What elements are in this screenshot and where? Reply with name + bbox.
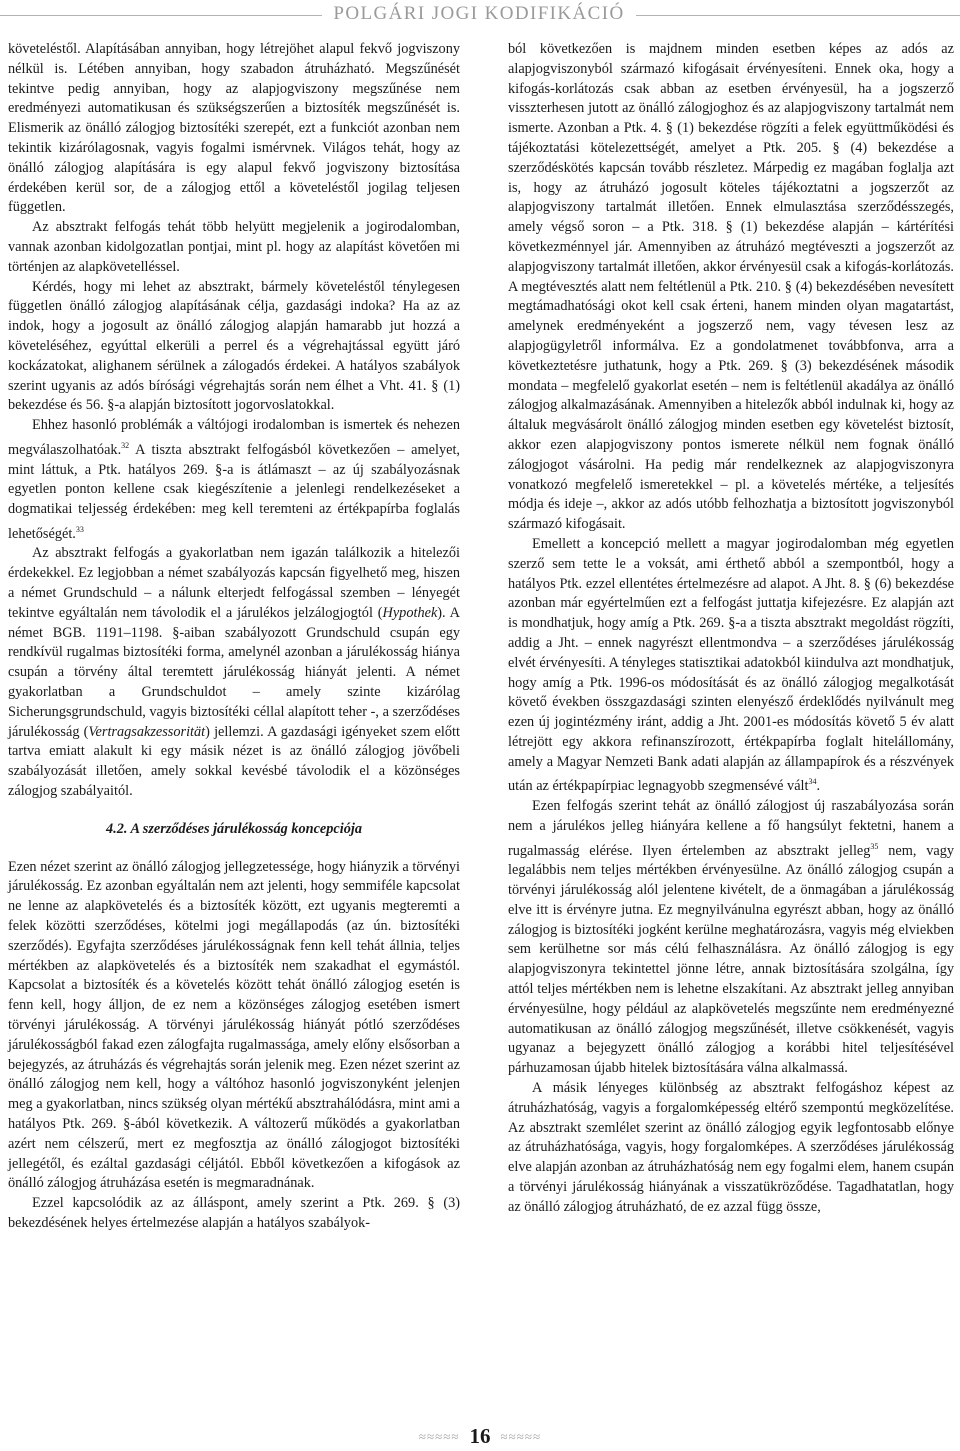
journal-title: POLGÁRI JOGI KODIFIKÁCIÓ (333, 3, 625, 24)
header-rule-right (636, 15, 960, 16)
footnote-ref-35: 35 (870, 841, 879, 851)
folio-ornament-left: ≈≈≈≈≈ (418, 1428, 460, 1444)
paragraph (508, 797, 954, 1079)
paragraph: A másik lényeges különbség az absztrakt felfogáshoz képest az átruházhatóság, vagyis a forgalomképesség eltérő szempontú megközelítése. Az absztrakt szemlélet szerint az önálló zálogjog egyik legfontosabb előnye az átruházhatósága, vagyis, hogy forgalomképes. A szerződéses járulékosság elve alapján azonban az átruházhatóság nem egy fogalmi elem, hanem csupán a törvényi járulékosság hiányának a visszatükröződése. Tagadhatatlan, hogy az önálló zálogjog átruházható, de ez azzal függ össze, (508, 1079, 954, 1215)
section-heading: 4.2. A szerződéses járulékosság koncepciója (105, 820, 363, 837)
footnote-ref-32: 32 (121, 440, 130, 450)
paragraph (8, 544, 460, 801)
paragraph-text: Ezen felfogás szerint tehát az önálló zálogjost új raszabályozása során nem a járulékos jelleg hiányára kellene a fő hangsúlyt fektetni, hanem a rugalmasság elérése. Ilyen értelemben az absztrakt jelleg (508, 798, 954, 859)
paragraph: Kérdés, hogy mi lehet az absztrakt, bármely követeléstől ténylegesen független önálló zálogjog alapításának célja, gazdasági indoka? Ha az az indok, hogy a jogosult az önálló zálogjog alapján hamarabb jut hozzá a követeléséhez, egyúttal elkerüli a perrel és a végrehajtással együtt járó kockázatokat, alighanem sérülnek a zálogadós érdekei. A hatályos szabályok szerint ugyanis az adós bírósági végrehajtás során nem élhet a Vht. 41. § (1) bekezdése és 56. §-a alapján biztosított jogorvoslatokkal. (8, 278, 460, 414)
paragraph-text: A tiszta absztrakt felfogásból következően – amelyet, mint láttuk, a Ptk. hatályos 269. §-a is átlámaszt – az új szabályozásnak egyetlen ponton kellene csak kiegészítenie a jelenlegi rendelkezéseket a dogmatikai teljesség érdekében: meg kell teremteni az értékpapírba foglalás lehetőségét. (8, 441, 460, 542)
right-column (508, 40, 954, 1218)
paragraph-text: Ehhez hasonló problémák a váltójogi irodalomban is ismertek és nehezen megválaszolhatóak. (8, 417, 460, 458)
italic-term: Hypothek (382, 604, 438, 621)
page-number: 16 (469, 1424, 491, 1448)
paragraph: Az absztrakt felfogás tehát több helyütt megjelenik a jogirodalomban, vannak azonban kidolgozatlan pontjai, mint pl. hogy az alapítást követően mi történjen az alapkövetelléssel. (8, 219, 460, 275)
footnote-ref-33: 33 (75, 524, 84, 534)
paragraph: Ezen nézet szerint az önálló zálogjog jellegzetessége, hogy hiányzik a törvényi járulékosság. Ez azonban egyáltalán nem azt jelenti, hogy semmiféle kapcsolat ne lenne az alapkövetelés és a biztosíték között, ezt ugyanis megteremti a felek közötti szerződéses, kötelmi jogi megállapodás (az ún. biztosítéki szerződés). Egyfajta szerződéses járulékosságnak fenn kell tehát állnia, teljes mértékben az alapkövetelés és a biztosíték nem szakadhat el egymástól. Kapcsolat a biztosíték és a követelés között tehát önálló zálogjog esetén is fenn kell, hogy álljon, de ez nem a közönséges zálogjog esetében ismert törvényi járulékosság. A törvényi járulékosság hiányát pótló szerződéses járulékosságból fakad ezen zálogfajta rugalmassága, amely előny elsősorban a bejegyzés, az átruházás és végrehajtás során jelenik meg. Ezen nézet szerint az önálló zálogjog nem kell, hogy a váltóhoz hasonló jogviszonyként jelenjen meg a gyakorlatban, nincs szükség olyan mértékű absztrahálódásra, mint ami a hatályos Ptk. 269. §-ából következik. A változerű működés a gyakorlatban azért nem célszerű, mert ez megfosztja az önálló zálogjogot biztosítéki jellegétől, és ezáltal gazdasági céljától. Ebből következően a kifogások az önálló zálogjog átruházása esetén is megmaradnának. (8, 858, 460, 1192)
paragraph-text: ) jellemzi. A gazdasági igényeket szem előtt tartva emiatt alakult ki egy másik nézet is az önálló zálogjog jövőbeli szabályozását illetően, amely sokkal kevésbé távolodik el a közönséges zálogjog szabályaitól. (8, 723, 460, 800)
paragraph-text: nem, vagy legalábbis nem teljes mértékben érvényesülne. Az önálló zálogjog csupán a törvényi járulékosság alól jelentene kivételt, de a önmagában a járulékosság elve itt is érvényre jutna. Ez megnyilvánulna egyrészt abban, hogy az önálló zálogjog is biztosítéki jogként kerülne meghatározásra, vagyis még elviekben sem kerülhetne sor más célú felhasználásra. Az önálló zálogjog is egy alapjogviszonyra tekintettel jönne létre, annak biztosítására szolgálna, így attól teljes mértékben nem is lehetne elszakítani. Az absztrakt jelleg annyiban érvényesülne, hogy például az alapkövetelés megszűnte nem eredményezné automatikusan az önálló zálogjog megszűnését, illetve csökkenését, vagyis ugyanaz a bejegyzett önálló zálogjog a korábbi hitel teljesítésével párhuzamosan újabb hitelek biztosítására válna alkalmassá. (508, 842, 954, 1077)
paragraph: Ezzel kapcsolódik az az álláspont, amely szerint a Ptk. 269. § (3) bekezdésének helyes értelmezése alapján a hatályos szabályok- (8, 1195, 460, 1231)
header-rule-left (0, 15, 322, 16)
paragraph-text: . (816, 778, 821, 795)
left-column (8, 40, 460, 1234)
paragraph-text: Emellett a koncepció mellett a magyar jogirodalomban még egyetlen szerző sem tette le a voksát, ami érthető abból a szempontból, hogy a hatályos Ptk. ezzel ellentétes értelmezésre ad alapot. A Jht. 8. § (6) bekezdése azonban már egyértelműen ezt a felfogást juttatja kifejezésre. Ez alapján azt is mondhatjuk, hogy amíg a Ptk. 269. §-a a tiszta absztrakt megoldást rögzíti, addig a Jht. – ennek nagyrészt ellentmondva – a szerződéses járulékosság elvét érvényesíti. A tényleges statisztikai adatokból kiindulva azt mondhatjuk, hogy amíg a Ptk. 1996-os módosítását és az önálló zálogjog megalkotását követő években összgazdasági szinten elenyésző érdeklődés nyilvánult meg ezen új jogintézmény iránt, addig a Jht. 2001-es módosítás követő 5 év alatt létrejött egy akkora refinanszírozott, értékpapírba foglalt hitelállomány, amely a Magyar Nemzeti Bank adati alapján az állampapírok és a részvények után az értékpapírpiac legnagyobb szegmensévé vált (508, 535, 954, 795)
paragraph: követeléstől. Alapításában annyiban, hogy létrejöhet alapul fekvő jogviszony nélkül is. Létében annyiban, hogy szabadon átruházható. Megszűnését tekintve pedig annyiban, hogy az alapjogviszony megszűnése nem eredményezi automatikusan és szükségszerűen a biztosíték megszűnését is. Elismerik az önálló zálogjog biztosítéki szerepét, ezt a funkciót azonban nem tekintik kizárólagosnak, vagyis fogalmi ismérvnek. Világos tehát, hogy az önálló zálogjog alapítására is egy alapul fekvő jogviszony biztosítása érdekében kerül sor, de a zálogjog ettől a követeléstől jogilag teljesen független. (8, 41, 460, 216)
paragraph: ból következően is majdnem minden esetben képes az adós az alapjogviszonyból származó kifogásait érvényesíteni. Ennek oka, hogy a kifogás-korlátozás csak abban az esetben érvényesül, ha a jogszerző visszterhesen jutott az önálló zálogjoghoz és az alapjogviszony tartalmát nem ismerte. Azonban a Ptk. 4. § (1) bekezdése rögzíti a felek együttműködési és tájékoztatási kötelezettségét, amelyet a Ptk. 205. § (4) bekezdése a szerződéskötés kapcsán tovább részletez. Márpedig ez magában foglalja azt is, hogy az átruházó jogosult köteles tájékoztatni a jogszerzőt az alapjogviszony tartalmát illetően. Ennek elmulasztása szerződésszegés, amely végső soron – a Ptk. 318. § (1) bekezdése alapján – kártérítési következménnyel jár. Amennyiben az átruházó megtéveszti a jogszerzőt az alapjogviszony tartalmát illetően, akkor érvényesül csak a kifogás-korlátozás. A megtévesztés alatt nem feltétlenül a Ptk. 210. § (4) bekezdésében nevesített megtámadhatósági okot kell csak érteni, hanem minden olyan magatartást, amelynek eredményeként a jogszerző nem, vagy tévesen lesz az alapjogügyletről informálva. Ez a gondolatmenet továbbfonva, arra a következtetésre juthatunk, hogy a Ptk. 269. § (3) bekezdésének második mondata – megfelelő gyakorlat esetén – nem is feltétlenül akadálya az önálló zálogjog alkalmazásának. Amennyiben a hitelezők abból indulnak ki, hogy az általuk megvásárolt önálló zálogjog minden esetben egy követelést biztosít, akkor ezen alapjogviszony pontos ismerete nélkül nem fognak önálló zálogjogot vásárolni. Ha pedig már rendelkeznek az alapjogviszonyra vonatkozó megfelelő ismeretekkel – pl. a követelés mértéke, a teljesítés módja és ideje –, akkor az adós utóbb felhozhatja a biztosított jogviszonyból származó kifogásait. (508, 41, 954, 533)
paragraph-text: Az absztrakt felfogás a gyakorlatban nem igazán találkozik a hitelezői érdekekkel. Ez legjobban a német szabályozás kapcsán figyelhető meg, hiszen a német Grundschuld – a nálunk elterjedt felfogással szemben – lényegét tekintve egyáltalán nem távolodik el a járulékos jelzálogjogtól ( (8, 545, 460, 621)
folio-ornament-right: ≈≈≈≈≈ (500, 1428, 542, 1444)
paragraph-text: ). A német BGB. 1191–1198. §-aiban szabályozott Grundschuld csupán egy rendkívül rugalmas biztosítéki forma, amelynél azonban a járulékosság hiánya csupán a törvény által teremtett járulékosság hiányát jelenti. A német gyakorlatban a Grundschuldot – amely szinte kizárólag Sicherungsgrundschuld, vagyis biztosítéki céllal alapított teher -, a szerződéses járulékosság ( (8, 604, 460, 740)
running-header (0, 0, 960, 30)
footnote-ref-34: 34 (808, 777, 817, 787)
paragraph (8, 416, 460, 544)
page-folio (0, 1424, 960, 1450)
italic-term: Vertragsakzessorität (88, 723, 206, 740)
paragraph (508, 535, 954, 797)
